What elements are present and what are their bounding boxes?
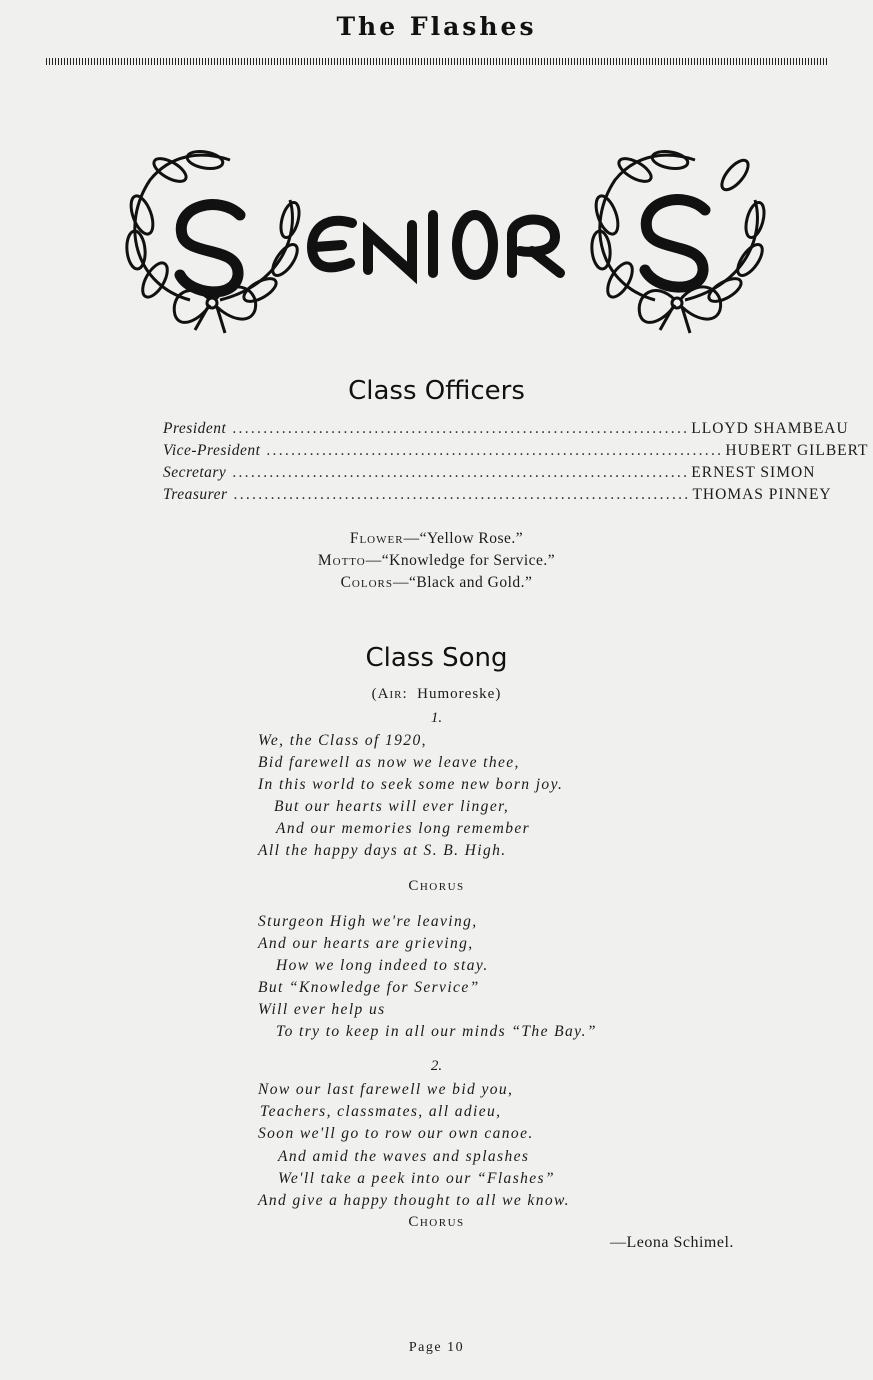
- leader-dots: ..........................................................................: [232, 420, 690, 437]
- officer-role: Vice-President: [163, 442, 261, 459]
- officer-name: HUBERT GILBERT: [725, 442, 869, 459]
- officer-row: [163, 442, 869, 464]
- officer-role: Secretary: [163, 464, 227, 481]
- fact-label: Flower: [349, 530, 404, 547]
- lyric-line: Soon we'll go to row our own canoe.: [258, 1125, 534, 1142]
- officers-heading: Class Officers: [348, 376, 525, 406]
- lyric-line: Teachers, classmates, all adieu,: [260, 1103, 502, 1120]
- lyric-line: How we long indeed to stay.: [276, 957, 489, 974]
- lyric-line: And our hearts are grieving,: [258, 935, 474, 952]
- lyric-line: And give a happy thought to all we know.: [258, 1192, 570, 1209]
- leader-dots: ..........................................................................: [233, 486, 691, 503]
- lyric-line: To try to keep in all our minds “The Bay.”: [276, 1023, 597, 1040]
- lyric-line: Will ever help us: [258, 1001, 386, 1018]
- masthead-rule: [46, 58, 827, 65]
- lyric-line: And our memories long remember: [276, 820, 531, 837]
- fact-value: —“Knowledge for Service.”: [365, 552, 556, 569]
- officer-row: [163, 486, 832, 508]
- class-facts: [0, 530, 873, 596]
- right-s-letter: [645, 200, 705, 287]
- leader-dots: ..........................................................................: [232, 464, 690, 481]
- officers-list: [163, 420, 869, 508]
- fact-label: Motto: [317, 552, 366, 569]
- officer-name: ERNEST SIMON: [691, 464, 816, 481]
- masthead: The Flashes: [336, 12, 537, 41]
- verse-number: 2.: [430, 1058, 443, 1074]
- enior-letters: [312, 215, 560, 275]
- song-heading: Class Song: [365, 643, 508, 673]
- officer-role: Treasurer: [163, 486, 228, 503]
- lyric-line: But “Knowledge for Service”: [258, 979, 480, 996]
- page-number: Page 10: [408, 1340, 465, 1355]
- lyric-line: All the happy days at S. B. High.: [258, 842, 507, 859]
- chorus-label: Chorus: [408, 1214, 465, 1230]
- lyric-line: And amid the waves and splashes: [278, 1148, 530, 1165]
- fact-value: —“Black and Gold.”: [392, 574, 533, 591]
- seniors-banner: [120, 145, 750, 345]
- leader-dots: ..........................................................................: [266, 442, 724, 459]
- lyric-line: But our hearts will ever linger,: [274, 798, 510, 815]
- song-air: (Air: Humoreske): [371, 686, 502, 702]
- left-s-letter: [180, 205, 240, 292]
- song-author: —Leona Schimel.: [610, 1234, 734, 1251]
- lyric-line: We, the Class of 1920,: [258, 732, 427, 749]
- officer-name: THOMAS PINNEY: [692, 486, 832, 503]
- officer-role: President: [163, 420, 227, 437]
- left-laurel-wreath-icon: [125, 149, 302, 333]
- right-laurel-wreath-icon: [590, 149, 767, 333]
- fact-flower: [0, 530, 873, 552]
- chorus-label: Chorus: [408, 878, 465, 894]
- lyric-line: We'll take a peek into our “Flashes”: [278, 1170, 556, 1187]
- lyric-line: In this world to seek some new born joy.: [258, 776, 564, 793]
- air-label: Air: [377, 686, 403, 702]
- fact-label: Colors: [340, 574, 393, 591]
- air-value: Humoreske: [417, 686, 496, 702]
- fact-motto: [0, 552, 873, 574]
- officer-row: [163, 420, 849, 442]
- fact-colors: [0, 574, 873, 596]
- lyric-line: Sturgeon High we're leaving,: [258, 913, 478, 930]
- fact-value: —“Yellow Rose.”: [403, 530, 524, 547]
- lyric-line: Bid farewell as now we leave thee,: [258, 754, 520, 771]
- officer-name: LLOYD SHAMBEAU: [691, 420, 849, 437]
- verse-number: 1.: [430, 710, 443, 726]
- officer-row: [163, 464, 816, 486]
- lyric-line: Now our last farewell we bid you,: [258, 1081, 514, 1098]
